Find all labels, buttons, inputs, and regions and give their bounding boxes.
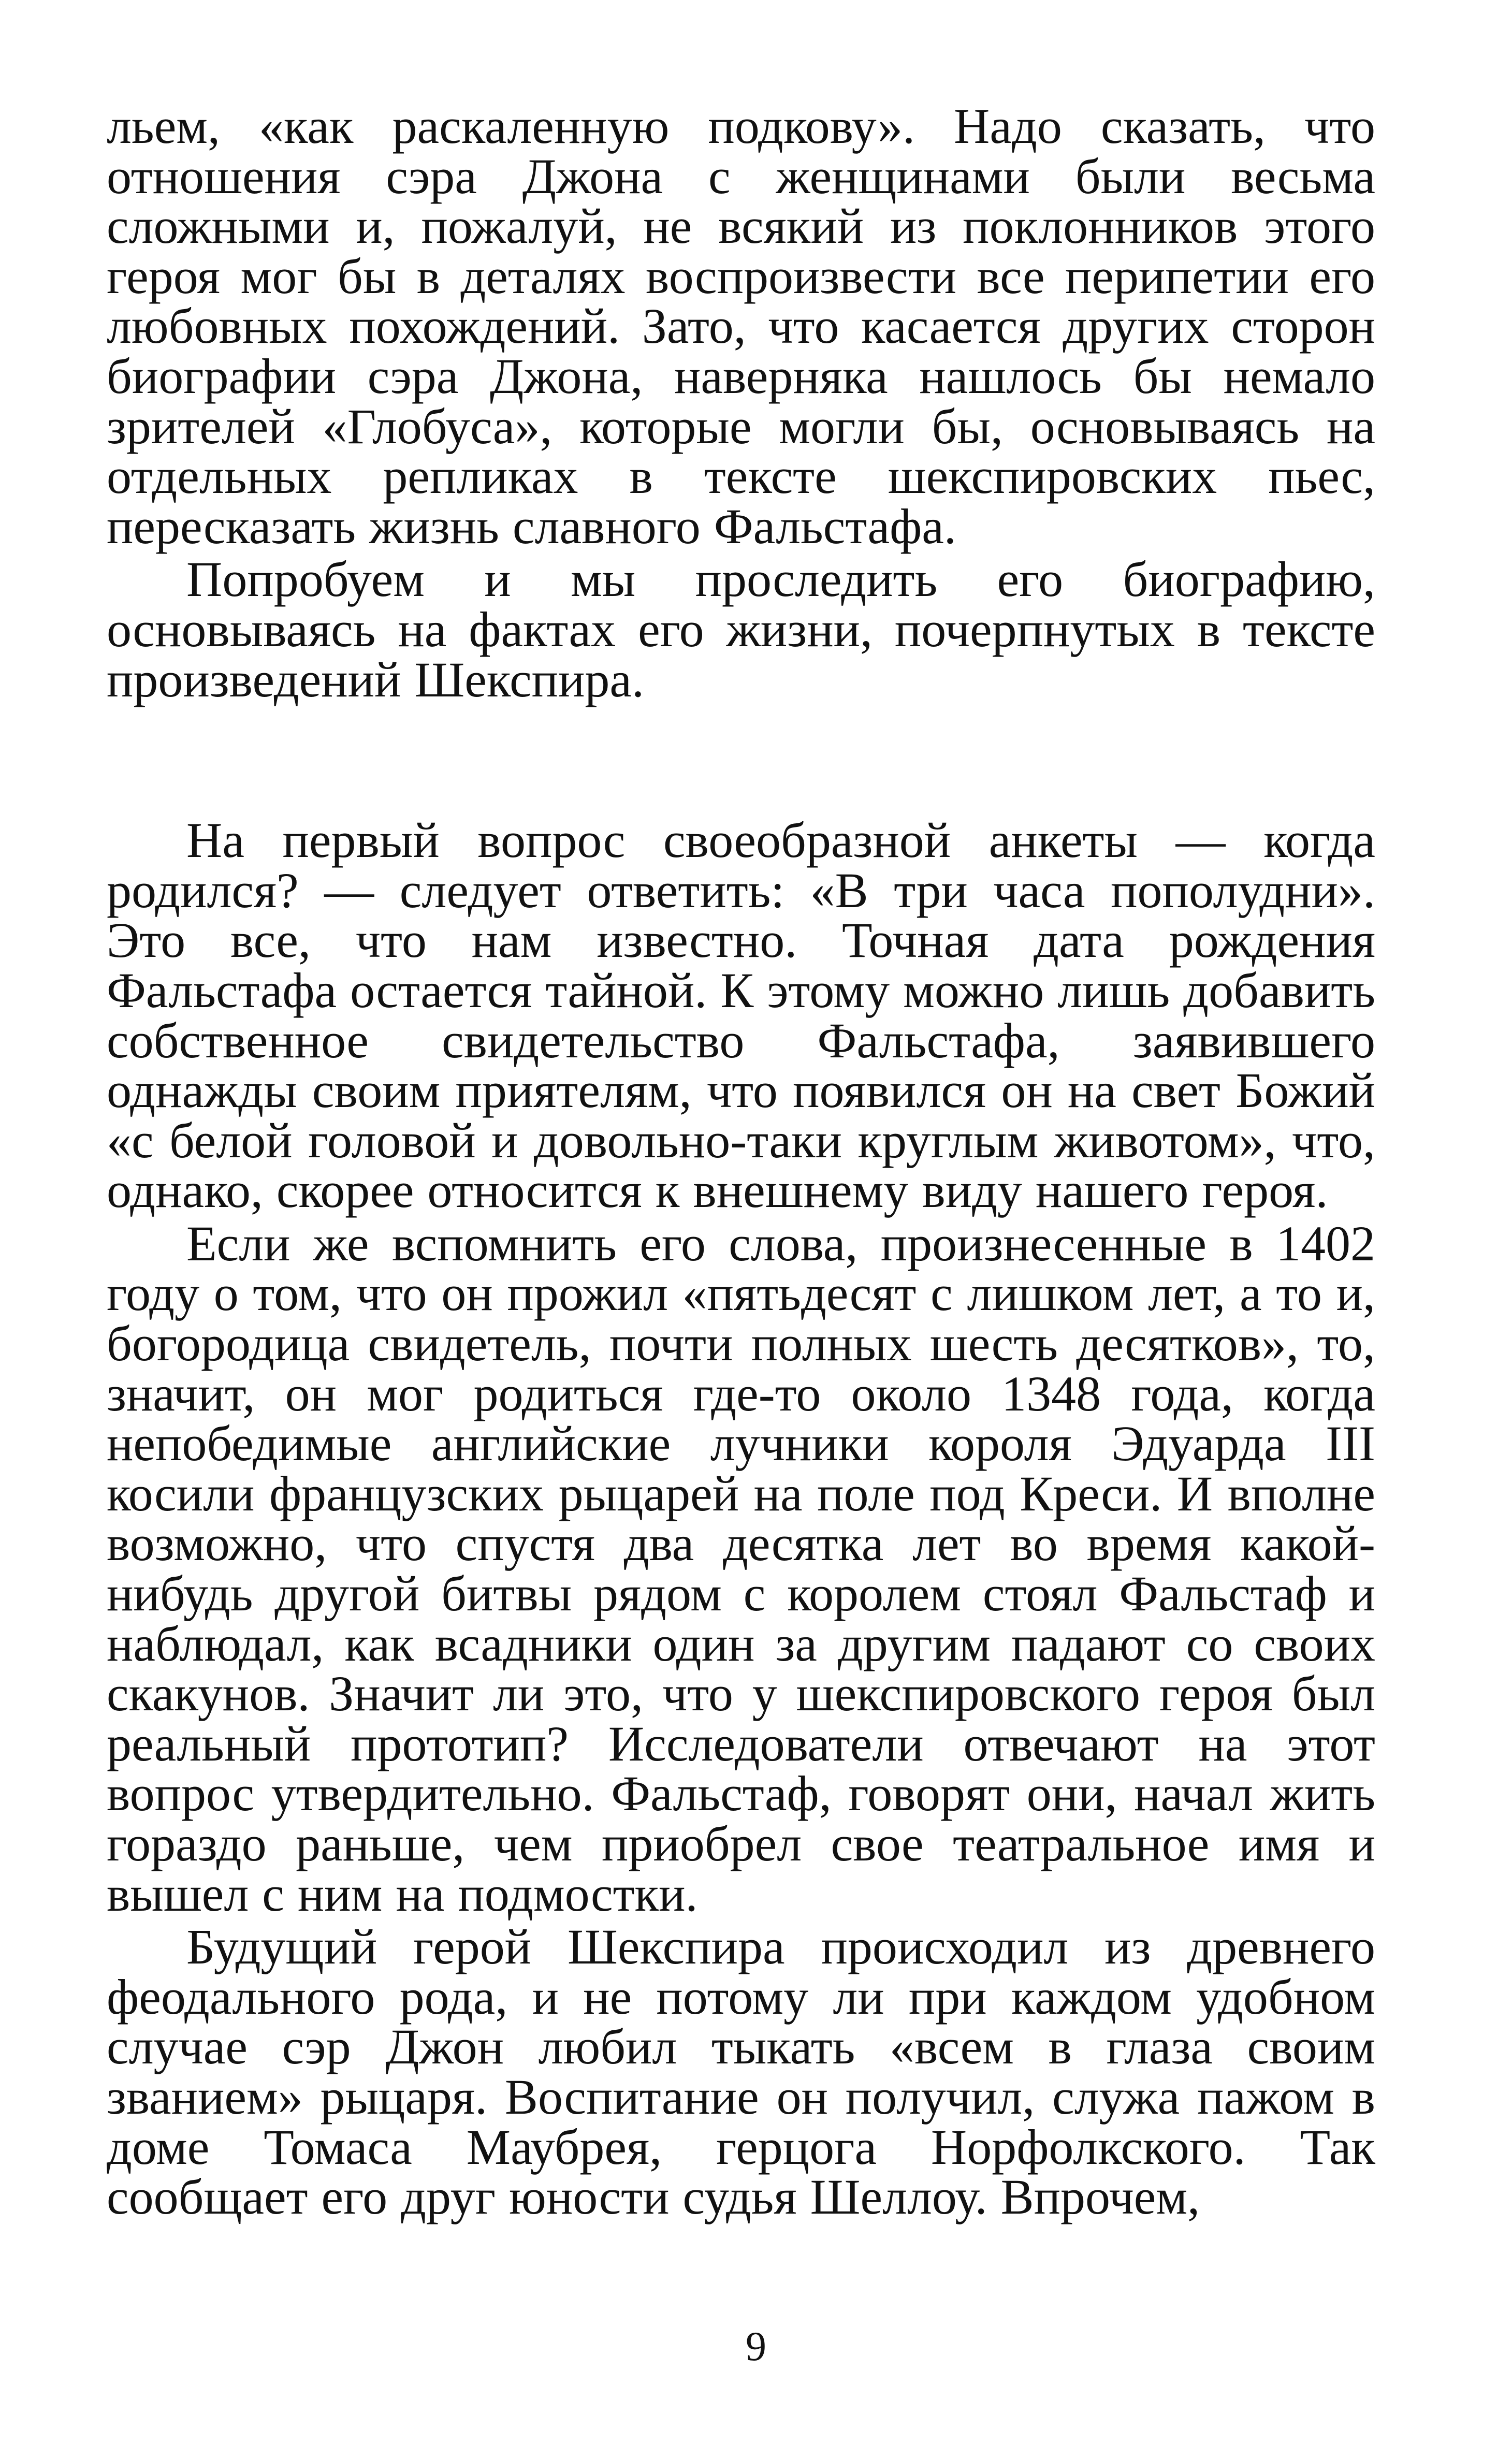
page-number: 9 [746,2324,766,2369]
paragraph: Попробуем и мы проследить его биографию, основываясь на фактах его жизни, почерпнутых в тексте произведений Шекспира. [107,551,1375,707]
paragraph: Будущий герой Шекспира происходил из древнего феодального рода, и не потому ли при каждом удобном случае сэр Джон любил тыкать «всем в глаза своим званием» рыцаря. Воспитание он получил, служа пажом в доме Томаса Маубрея, герцога Норфолкского. Так сообщает его друг юности судья Шеллоу. Впрочем, [107,1919,1375,2225]
paragraph: Если же вспомнить его слова, произнесенные в 1402 году о том, что он прожил «пятьдесят с лишком лет, а то и, богородица свидетель, почти полных шесть десятков», то, значит, он мог родиться где-то около 1348 года, когда непобедимые английские лучники короля Эдуарда III косили французских рыцарей на поле под Креси. И вполне возможно, что спустя два десятка лет во время какой-нибудь другой битвы рядом с королем стоял Фальстаф и наблюдал, как всадники один за другим падают со своих скакунов. Значит ли это, что у шекспировского героя был реальный прототип? Исследователи отвечают на этот вопрос утвердительно. Фальстаф, говорят они, начал жить гораздо раньше, чем приобрел свое театральное имя и вышел с ним на подмостки. [107,1215,1375,1922]
paragraph-continuation: льем, «как раскаленную подкову». Надо сказать, что отношения сэра Джона с женщинами были весьма сложными и, пожалуй, не всякий из поклонников этого героя мог бы в деталях воспроизвести все перипетии его любовных похождений. Зато, что касается других сторон биографии сэра Джона, наверняка нашлось бы немало зрителей «Глобуса», которые могли бы, основываясь на отдельных репликах в тексте шекспировских пьес, пересказать жизнь славного Фальстафа. [107,98,1375,554]
paragraph: На первый вопрос своеобразной анкеты — когда родился? — следует ответить: «В три часа пополудни». Это все, что нам известно. Точная дата рождения Фальстафа остается тайной. К этому можно лишь добавить собственное свидетельство Фальстафа, заявившего однажды своим приятелям, что появился он на свет Божий «с белой головой и довольно-таки круглым животом», что, однако, скорее относится к внешнему виду нашего героя. [107,812,1375,1218]
section-break [107,705,1375,816]
page-body [107,98,1375,2225]
